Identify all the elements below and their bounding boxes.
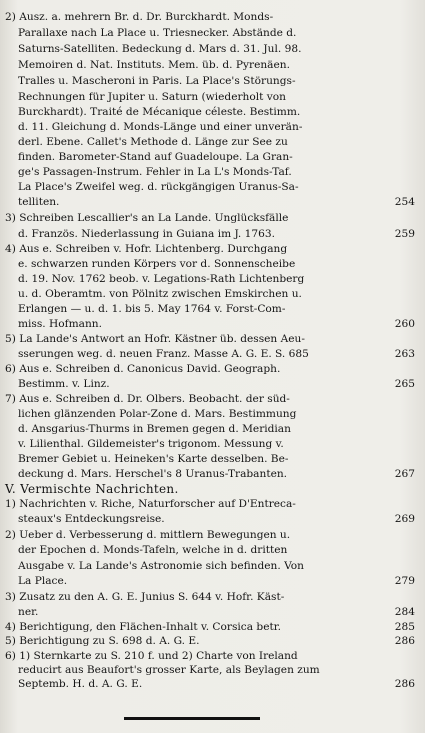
toc-line — [0, 392, 425, 406]
entry-text: V. Vermischte Nachrichten. — [5, 482, 179, 496]
toc-line — [0, 422, 425, 436]
entry-text: Bremer Gebiet u. Heineken's Karte desselben. Be- — [18, 453, 289, 465]
toc-line — [0, 211, 425, 225]
entry-text: sserungen weg. d. neuen Franz. Masse A. G. E. S. 685 — [18, 348, 309, 360]
entry-text: deckung d. Mars. Herschel's 8 Uranus-Trabanten. — [18, 468, 288, 480]
entry-text: finden. Barometer-Stand auf Guadeloupe. La Gran- — [18, 151, 293, 163]
toc-line — [0, 90, 425, 104]
toc-line — [0, 302, 425, 316]
toc-line — [0, 649, 425, 663]
entry-text: miss. Hofmann. — [18, 318, 102, 330]
toc-line — [0, 180, 425, 194]
entry-text: Bestimm. v. Linz. — [18, 378, 110, 390]
toc-line — [0, 407, 425, 421]
entry-text: d. Ansgarius-Thurms in Bremen gegen d. Meridian — [18, 423, 291, 435]
toc-line — [0, 437, 425, 451]
page-number: 267 — [394, 468, 415, 480]
page-number: 254 — [394, 196, 415, 208]
toc-line — [0, 120, 425, 134]
toc-line — [0, 677, 425, 691]
entry-text: Rechnungen für Jupiter u. Saturn (wiederholt von — [18, 91, 286, 103]
entry-text: 5) La Lande's Antwort an Hofr. Kästner üb. dessen Aeu- — [5, 333, 305, 345]
toc-line — [0, 605, 425, 619]
entry-text: 4) Berichtigung, den Flächen-Inhalt v. Corsica betr. — [5, 621, 281, 633]
toc-line — [0, 317, 425, 331]
toc-line — [0, 74, 425, 88]
entry-text: 2) Ueber d. Verbesserung d. mittlern Bewegungen u. — [5, 529, 291, 541]
toc-line — [0, 150, 425, 164]
entry-text: telliten. — [18, 196, 60, 208]
toc-line — [0, 332, 425, 346]
entry-text: steaux's Entdeckungsreise. — [18, 513, 165, 525]
entry-text: Erlangen — u. d. 1. bis 5. May 1764 v. Forst-Com- — [18, 303, 286, 315]
entry-text: der Epochen d. Monds-Tafeln, welche in d. dritten — [18, 544, 288, 556]
page-number: 269 — [394, 513, 415, 525]
toc-line — [0, 58, 425, 72]
toc-line — [0, 620, 425, 634]
entry-text: derl. Ebene. Callet's Methode d. Länge zur See zu — [18, 136, 288, 148]
toc-line — [0, 242, 425, 256]
toc-line — [0, 227, 425, 241]
entry-text: 7) Aus e. Schreiben d. Dr. Olbers. Beobacht. der süd- — [5, 393, 290, 405]
entry-text: Burckhardt). Traité de Mécanique céleste. Bestimm. — [18, 106, 301, 118]
toc-line — [0, 590, 425, 604]
page-number: 260 — [394, 318, 415, 330]
toc-line — [0, 26, 425, 40]
toc-line — [0, 574, 425, 588]
entry-text: ge's Passagen-Instrum. Fehler in La L's Monds-Taf. — [18, 166, 292, 178]
toc-line — [0, 377, 425, 391]
entry-text: Saturns-Satelliten. Bedeckung d. Mars d. 31. Jul. 98. — [18, 43, 302, 55]
toc-line — [0, 347, 425, 361]
toc-line — [0, 634, 425, 648]
toc-line — [0, 362, 425, 376]
toc-line — [0, 257, 425, 271]
entry-text: Ausgabe v. La Lande's Astronomie sich befinden. Von — [18, 560, 304, 572]
page-number: 286 — [394, 635, 415, 647]
toc-line — [0, 559, 425, 573]
entry-text: d. 11. Gleichung d. Monds-Länge und einer unverän- — [18, 121, 303, 133]
entry-text: reducirt aus Beaufort's grosser Karte, als Beylagen zum — [18, 664, 320, 676]
entry-text: 3) Schreiben Lescallier's an La Lande. Unglücksfälle — [5, 212, 289, 224]
toc-line — [0, 497, 425, 511]
toc-line — [0, 135, 425, 149]
entry-text: Memoiren d. Nat. Instituts. Mem. üb. d. Pyrenäen. — [18, 59, 290, 71]
toc-line — [0, 663, 425, 677]
toc-line — [0, 195, 425, 209]
entry-text: d. 19. Nov. 1762 beob. v. Legations-Rath Lichtenberg — [18, 273, 305, 285]
entry-text: v. Lilienthal. Gildemeister's trigonom. Messung v. — [18, 438, 284, 450]
page-number: 286 — [394, 678, 415, 690]
page-number: 259 — [394, 228, 415, 240]
entry-text: 5) Berichtigung zu S. 698 d. A. G. E. — [5, 635, 200, 647]
toc-line — [0, 10, 425, 24]
page-number: 279 — [394, 575, 415, 587]
entry-text: Parallaxe nach La Place u. Triesnecker. Abstände d. — [18, 27, 297, 39]
entry-text: 6) 1) Sternkarte zu S. 210 f. und 2) Charte von Ireland — [5, 650, 298, 662]
entry-text: 6) Aus e. Schreiben d. Canonicus David. Geograph. — [5, 363, 281, 375]
page-number: 263 — [394, 348, 415, 360]
entry-text: e. schwarzen runden Körpers vor d. Sonnenscheibe — [18, 258, 296, 270]
toc-line — [0, 165, 425, 179]
entry-text: d. Französ. Niederlassung in Guiana im J. 1763. — [18, 228, 275, 240]
page-number: 265 — [394, 378, 415, 390]
entry-text: 2) Ausz. a. mehrern Br. d. Dr. Burckhardt. Monds- — [5, 11, 274, 23]
entry-text: La Place's Zweifel weg. d. rückgängigen Uranus-Sa- — [18, 181, 299, 193]
entry-text: La Place. — [18, 575, 68, 587]
toc-line — [0, 452, 425, 466]
section-heading — [0, 482, 425, 496]
toc-line — [0, 105, 425, 119]
toc-line — [0, 528, 425, 542]
closing-rule — [124, 717, 260, 720]
toc-line — [0, 272, 425, 286]
page-number: 285 — [394, 621, 415, 633]
entry-text: 4) Aus e. Schreiben v. Hofr. Lichtenberg. Durchgang — [5, 243, 288, 255]
entry-text: lichen glänzenden Polar-Zone d. Mars. Bestimmung — [18, 408, 297, 420]
toc-line — [0, 287, 425, 301]
entry-text: 3) Zusatz zu den A. G. E. Junius S. 644 v. Hofr. Käst- — [5, 591, 285, 603]
page-number: 284 — [394, 606, 415, 618]
entry-text: Tralles u. Mascheroni in Paris. La Place's Störungs- — [18, 75, 296, 87]
entry-text: 1) Nachrichten v. Riche, Naturforscher auf D'Entreca- — [5, 498, 296, 510]
entry-text: u. d. Oberamtm. von Pölnitz zwischen Emskirchen u. — [18, 288, 302, 300]
toc-line — [0, 42, 425, 56]
entry-text: ner. — [18, 606, 39, 618]
toc-line — [0, 512, 425, 526]
entry-text: Septemb. H. d. A. G. E. — [18, 678, 143, 690]
toc-line — [0, 467, 425, 481]
toc-line — [0, 543, 425, 557]
